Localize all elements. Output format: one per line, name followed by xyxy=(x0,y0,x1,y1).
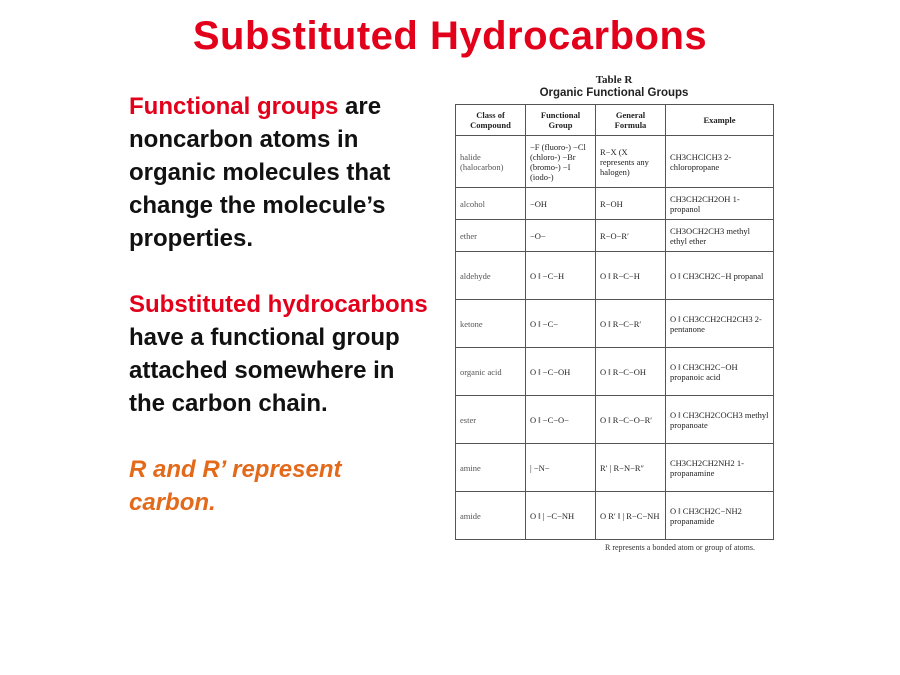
table-row xyxy=(456,492,774,540)
cell-example: CH3CH2CH2OH 1-propanol xyxy=(666,188,774,220)
cell-example: O ‖ CH3CH2C−OH propanoic acid xyxy=(666,348,774,396)
cell-example: O ‖ CH3CH2C−NH2 propanamide xyxy=(666,492,774,540)
cell-class: ester xyxy=(456,396,526,444)
paragraph-substituted-hydrocarbons xyxy=(129,288,429,420)
table-row xyxy=(456,220,774,252)
slide-title: Substituted Hydrocarbons xyxy=(192,14,708,58)
cell-example: O ‖ CH3CCH2CH2CH3 2-pentanone xyxy=(666,300,774,348)
table-caption-title: Organic Functional Groups xyxy=(539,87,689,99)
cell-class: amine xyxy=(456,444,526,492)
table-row xyxy=(456,300,774,348)
functional-groups-definition: are noncarbon atoms in organic molecules that change the molecule’s properties. xyxy=(129,93,391,252)
cell-formula: R−O−R′ xyxy=(596,220,666,252)
cell-example: O ‖ CH3CH2C−H propanal xyxy=(666,252,774,300)
cell-group: O ‖ −C−H xyxy=(526,252,596,300)
cell-formula: O R′ ‖ | R−C−NH xyxy=(596,492,666,540)
header-formula: General Formula xyxy=(596,105,666,136)
cell-group: O ‖ −C− xyxy=(526,300,596,348)
cell-formula: R−OH xyxy=(596,188,666,220)
header-example: Example xyxy=(666,105,774,136)
cell-class: amide xyxy=(456,492,526,540)
table-caption-number: Table R xyxy=(595,74,633,86)
table-row xyxy=(456,188,774,220)
left-text-block xyxy=(129,90,429,519)
cell-class: ketone xyxy=(456,300,526,348)
cell-group: | −N− xyxy=(526,444,596,492)
cell-formula: R′ | R−N−R″ xyxy=(596,444,666,492)
cell-class: alcohol xyxy=(456,188,526,220)
cell-example: CH3CHClCH3 2-chloropropane xyxy=(666,136,774,188)
table-row xyxy=(456,396,774,444)
cell-group: −F (fluoro-) −Cl (chloro-) −Br (bromo-) −I (iodo-) xyxy=(526,136,596,188)
cell-class: organic acid xyxy=(456,348,526,396)
cell-formula: R−X (X represents any halogen) xyxy=(596,136,666,188)
r-note: R and R’ represent carbon. xyxy=(129,456,342,516)
cell-class: aldehyde xyxy=(456,252,526,300)
cell-formula: O ‖ R−C−O−R′ xyxy=(596,396,666,444)
cell-group: O ‖ −C−OH xyxy=(526,348,596,396)
table-row xyxy=(456,136,774,188)
table-row xyxy=(456,252,774,300)
cell-example: CH3OCH2CH3 methyl ethyl ether xyxy=(666,220,774,252)
substituted-hydrocarbons-definition: have a functional group attached somewhere in the carbon chain. xyxy=(129,324,400,417)
cell-example: O ‖ CH3CH2COCH3 methyl propanoate xyxy=(666,396,774,444)
functional-groups-term: Functional groups xyxy=(129,93,339,120)
cell-formula: O ‖ R−C−OH xyxy=(596,348,666,396)
header-class: Class of Compound xyxy=(456,105,526,136)
table-row xyxy=(456,348,774,396)
cell-example: CH3CH2CH2NH2 1-propanamine xyxy=(666,444,774,492)
cell-formula: O ‖ R−C−H xyxy=(596,252,666,300)
table-row xyxy=(456,444,774,492)
paragraph-functional-groups xyxy=(129,90,429,255)
cell-class: halide (halocarbon) xyxy=(456,136,526,188)
cell-formula: O ‖ R−C−R′ xyxy=(596,300,666,348)
table-footnote: R represents a bonded atom or group of atoms. xyxy=(605,543,755,552)
header-group: Functional Group xyxy=(526,105,596,136)
cell-group: −O− xyxy=(526,220,596,252)
functional-groups-table-figure xyxy=(455,74,773,553)
cell-class: ether xyxy=(456,220,526,252)
substituted-hydrocarbons-term: Substituted hydrocarbons xyxy=(129,291,428,318)
cell-group: −OH xyxy=(526,188,596,220)
functional-groups-table xyxy=(455,104,774,540)
cell-group: O ‖ −C−O− xyxy=(526,396,596,444)
cell-group: O ‖ | −C−NH xyxy=(526,492,596,540)
table-header-row xyxy=(456,105,774,136)
